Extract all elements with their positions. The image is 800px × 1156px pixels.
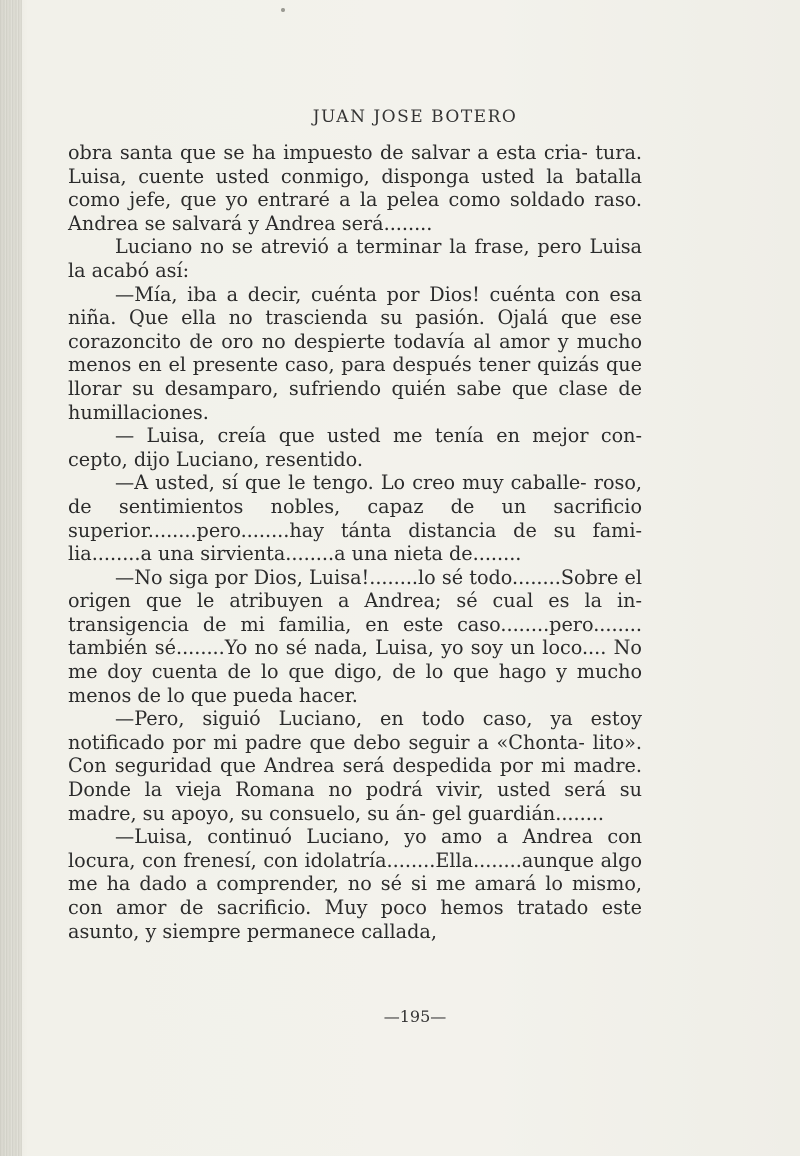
- paragraph-2: Luciano no se atrevió a terminar la frase, pero Luisa la acabó así:: [68, 235, 642, 282]
- paragraph-6: —No siga por Dios, Luisa!........lo sé todo........Sobre el origen que le atribuyen a Andrea; sé cual es la in- transigencia de mi familia, en este caso........pero........ también sé........Yo no sé nada, Luisa, yo soy un loco.... No me doy cuenta de lo que digo, de lo que hago y mucho menos de lo que pueda hacer.: [68, 565, 642, 707]
- running-head: JUAN JOSE BOTERO: [312, 107, 518, 127]
- paragraph-7: —Pero, siguió Luciano, en todo caso, ya estoy notificado por mi padre que debo seguir a «Chonta- lito». Con seguridad que Andrea será despedida por mi madre. Donde la vieja Romana no podrá vivir, usted será su madre, su apoyo, su consuelo, su án- gel guardián........: [68, 707, 642, 825]
- page-number: —195—: [383, 1007, 447, 1026]
- paragraph-3: —Mía, iba a decir, cuénta por Dios! cuénta con esa niña. Que ella no trascienda su pasión. Ojalá que ese corazoncito de oro no despierte todavía al amor y mucho menos en el presente caso, para después tener quizás que llorar su desamparo, sufriendo quién sabe que clase de humillaciones.: [68, 282, 642, 424]
- paragraph-5: —A usted, sí que le tengo. Lo creo muy caballe- roso, de sentimientos nobles, capaz de un sacrificio superior........pero........hay tánta distancia de su fami- lia........a una sirvienta........a una nieta de........: [68, 471, 642, 566]
- speck-mark: [281, 8, 285, 12]
- paragraph-1: obra santa que se ha impuesto de salvar a esta cria- tura. Luisa, cuente usted conmigo, disponga usted la batalla como jefe, que yo entraré a la pelea como soldado raso. Andrea se salvará y Andrea será........: [68, 141, 642, 235]
- body-text: [68, 141, 642, 943]
- paragraph-4: — Luisa, creía que usted me tenía en mejor con- cepto, dijo Luciano, resentido.: [68, 424, 642, 471]
- page-binding-edge: [0, 0, 22, 1156]
- paragraph-8: —Luisa, continuó Luciano, yo amo a Andrea con locura, con frenesí, con idolatría........Ella........aunque algo me ha dado a comprender, no sé si me amará lo mismo, con amor de sacrificio. Muy poco hemos tratado este asunto, y siempre permanece callada,: [68, 825, 642, 943]
